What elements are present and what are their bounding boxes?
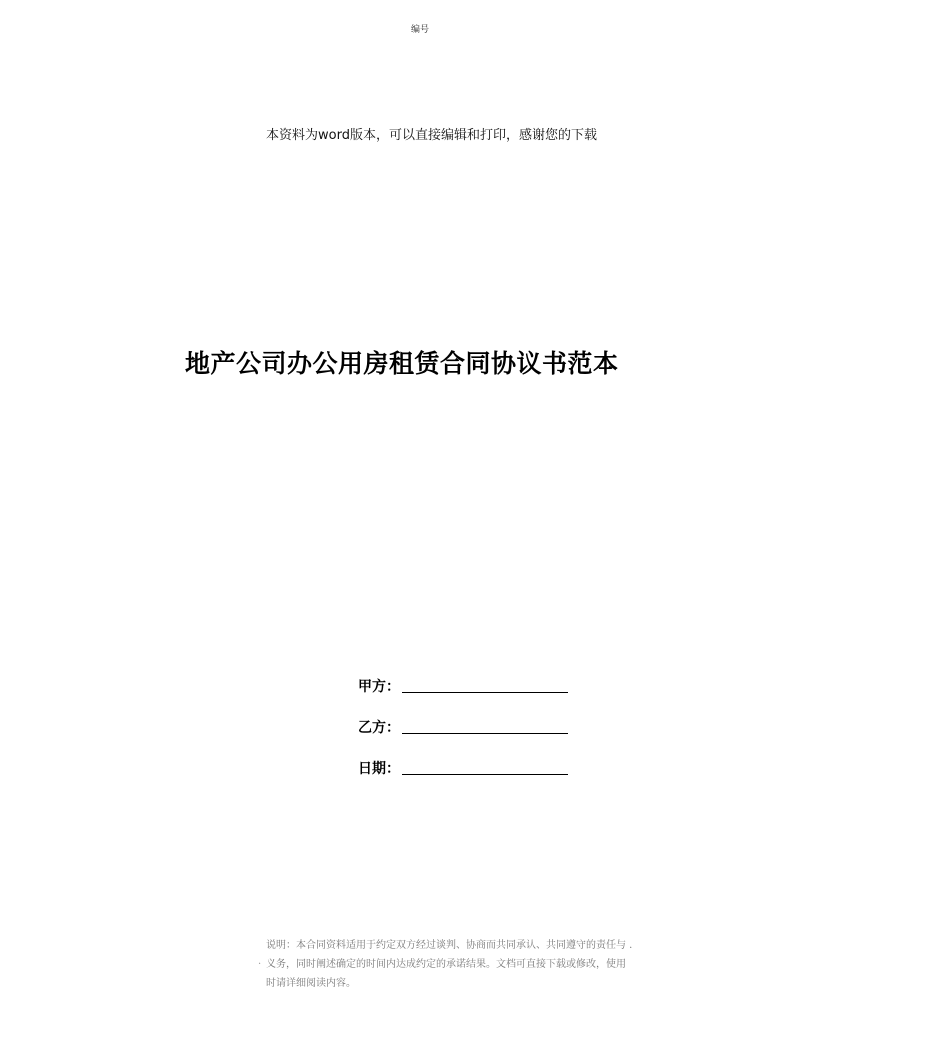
- footnote: [258, 936, 658, 993]
- date-label: 日期：: [358, 761, 400, 777]
- footnote-line-3: 时请详细阅读内容。: [266, 978, 356, 989]
- signature-block: [358, 674, 568, 797]
- footnote-line-1: 说明：本合同资料适用于约定双方经过谈判、协商而共同承认、共同遵守的责任与 .: [266, 940, 633, 951]
- party-a-blank-line: [402, 678, 568, 693]
- party-a-label: 甲方：: [358, 679, 400, 695]
- date-row: [358, 756, 568, 778]
- party-b-label: 乙方：: [358, 720, 400, 736]
- party-b-blank-line: [402, 719, 568, 734]
- doc-number-label: 编号: [411, 25, 430, 35]
- download-notice: 本资料为word版本，可以直接编辑和打印，感谢您的下载: [266, 128, 597, 143]
- footnote-mark: .: [258, 956, 262, 967]
- party-b-row: [358, 715, 568, 737]
- party-a-row: [358, 674, 568, 696]
- document-title: 地产公司办公用房租赁合同协议书范本: [185, 349, 619, 378]
- footnote-line-2: 义务，同时阐述确定的时间内达成约定的承诺结果。文档可直接下载或修改，使用: [266, 959, 626, 970]
- date-blank-line: [402, 760, 568, 775]
